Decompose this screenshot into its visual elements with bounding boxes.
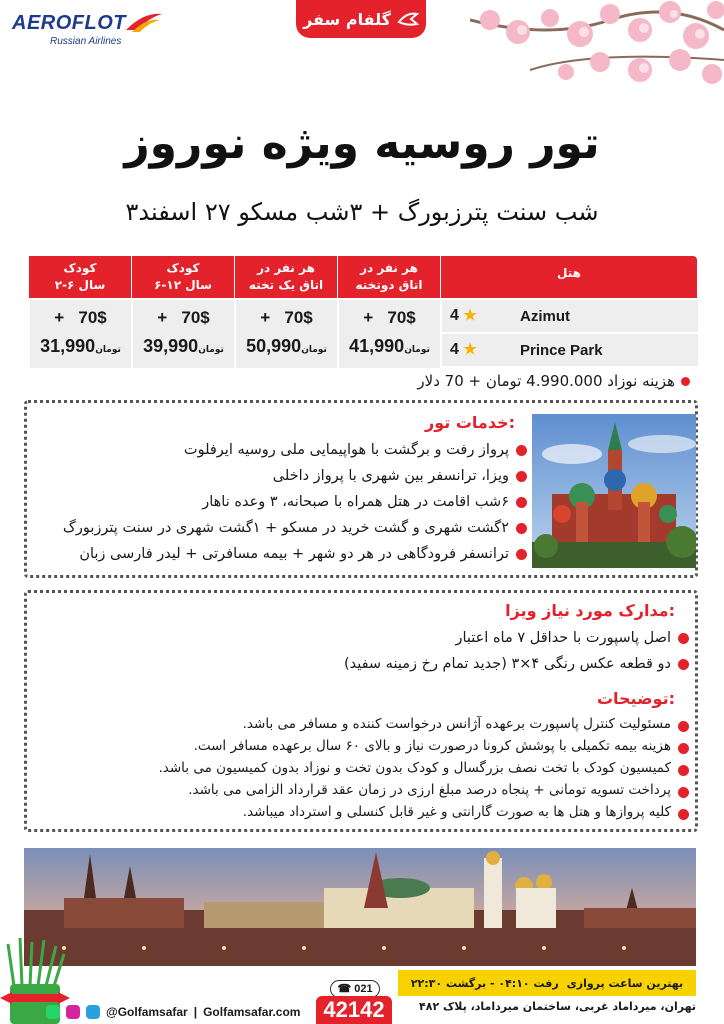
- office-address: تهران، میرداماد غربی، ساختمان میرداماد، پلاک ۴۸۲: [419, 1000, 696, 1013]
- aeroflot-logo-text: AEROFLOT: [12, 12, 126, 34]
- services-list: [63, 437, 529, 567]
- price-toman: تومان41,990: [349, 336, 430, 356]
- header-double-line2: اتاق دوتخته: [355, 278, 423, 292]
- price-usd: + 70$: [363, 308, 416, 327]
- hotel-stars: 4 ★: [450, 341, 477, 358]
- infant-note-text: هزینه نوزاد 4.990.000 تومان + 70 دلار: [417, 372, 675, 390]
- price-usd: + 70$: [157, 308, 210, 327]
- price-cell-double: [337, 300, 440, 368]
- hotel-row: [440, 300, 698, 332]
- star-icon: ★: [463, 341, 477, 358]
- price-cell-child-6-12: [131, 300, 234, 368]
- price-usd: + 70$: [260, 308, 313, 327]
- hotel-name: Azimut: [520, 308, 570, 325]
- price-cell-single: [234, 300, 337, 368]
- list-item: دو قطعه عکس رنگی ۴×۳ (جدید تمام رخ زمینه سفید): [344, 651, 691, 677]
- list-item: ۲گشت شهری و گشت خرید در مسکو + ۱گشت شهری در سنت پترزبورگ: [63, 515, 529, 541]
- header-child-2-6-line2: ۲-۶ سال: [54, 278, 106, 292]
- notes-title: توضیحات:: [596, 689, 675, 708]
- phone-prefix: ☎ 021: [330, 980, 380, 998]
- list-item: کمیسیون کودک با تخت نصف بزرگسال و کودک بدون تخت و نوزاد بدون کمیسیون می باشد.: [158, 757, 691, 779]
- aeroflot-wing-icon: [124, 10, 164, 34]
- golfam-logo: [296, 0, 426, 38]
- list-item: کلیه پروازها و هتل ها به صورت گارانتی و غیر قابل کنسلی و استرداد میباشد.: [158, 801, 691, 823]
- documents-title: مدارک مورد نیاز ویزا:: [505, 601, 675, 620]
- header-child-6-12-line2: ۶-۱۲ سال: [154, 278, 212, 292]
- hotel-name: Prince Park: [520, 342, 603, 359]
- list-item: پرداخت تسویه تومانی + پنجاه درصد مبلغ ارزی در زمان عقد قرارداد الزامی می باشد.: [158, 779, 691, 801]
- aeroflot-logo-sub: Russian Airlines: [50, 36, 122, 47]
- telegram-icon[interactable]: [86, 1005, 100, 1019]
- list-item: ۶شب اقامت در هتل همراه با صبحانه، ۳ وعده ناهار: [63, 489, 529, 515]
- flight-times-label: بهترین ساعت پروازی: [566, 976, 684, 990]
- social-separator: |: [193, 1005, 198, 1019]
- price-table: [28, 256, 697, 368]
- page-subtitle: ۳شب سنت پترزبورگ + ۳شب مسکو ۲۷ اسفند: [125, 198, 599, 226]
- services-title: خدمات تور:: [425, 413, 515, 432]
- list-item: ترانسفر فرودگاهی در هر دو شهر + بیمه مسافرتی + لیدر فارسی زبان: [63, 541, 529, 567]
- golfam-logo-text: گلفام سفر: [303, 9, 391, 29]
- list-item: هزینه بیمه تکمیلی با پوشش کرونا درصورت نیاز و بالای ۶۰ سال برعهده مسافر است.: [158, 735, 691, 757]
- instagram-icon[interactable]: [66, 1005, 80, 1019]
- list-item: ویزا، ترانسفر بین شهری با پرواز داخلی: [63, 463, 529, 489]
- header-double-room: [337, 256, 440, 298]
- page-title: تور روسیه ویژه نوروز: [124, 118, 600, 169]
- star-icon: ★: [463, 307, 477, 324]
- aeroflot-logo: [12, 10, 162, 50]
- cherry-blossom-decoration: [470, 0, 724, 90]
- price-toman: تومان39,990: [143, 336, 224, 356]
- phone-number[interactable]: 42142: [316, 996, 392, 1024]
- whatsapp-icon[interactable]: [46, 1005, 60, 1019]
- social-links: [46, 1002, 312, 1022]
- hotel-row: [440, 334, 698, 366]
- price-toman: تومان31,990: [40, 336, 121, 356]
- price-usd: + 70$: [54, 308, 107, 327]
- infant-price-note: [30, 372, 690, 390]
- price-toman: تومان50,990: [246, 336, 327, 356]
- header-double-line1: هر نفر در: [360, 261, 418, 275]
- list-item: مسئولیت کنترل پاسپورت برعهده آژانس درخواست کننده و مسافر می باشد.: [158, 713, 691, 735]
- header-single-line2: اتاق یک تخته: [248, 278, 324, 292]
- flight-times-value: رفت ۰۴:۱۰ - برگشت ۲۲:۳۰: [410, 976, 559, 990]
- flight-times-banner: [398, 970, 696, 996]
- price-cell-child-2-6: [28, 300, 131, 368]
- header-single-line1: هر نفر در: [257, 261, 315, 275]
- instagram-handle[interactable]: @Golfamsafar: [106, 1005, 188, 1019]
- header-child-6-12-line1: کودک: [166, 261, 200, 275]
- documents-notes-section: [24, 590, 698, 832]
- hotel-stars: 4 ★: [450, 307, 477, 324]
- phone-prefix-text: 021: [354, 983, 373, 995]
- notes-list: [158, 713, 691, 823]
- list-item: اصل پاسپورت با حداقل ۷ ماه اعتبار: [344, 625, 691, 651]
- header-child-2-6: [28, 256, 131, 298]
- phone-block[interactable]: [316, 980, 392, 1024]
- list-item: پرواز رفت و برگشت با هواپیمایی ملی روسیه ایرفلوت: [63, 437, 529, 463]
- header-child-6-12: [131, 256, 234, 298]
- bullet-icon: [681, 377, 690, 386]
- golfam-plane-icon: [397, 10, 419, 28]
- header-child-2-6-line1: کودک: [63, 261, 97, 275]
- header-single-room: [234, 256, 337, 298]
- website-link[interactable]: Golfamsafar.com: [203, 1005, 301, 1019]
- header-hotel: هتل: [440, 256, 697, 298]
- moscow-kremlin-panorama-image: [24, 848, 696, 966]
- documents-list: [344, 625, 691, 677]
- st-basil-cathedral-image: [532, 414, 696, 568]
